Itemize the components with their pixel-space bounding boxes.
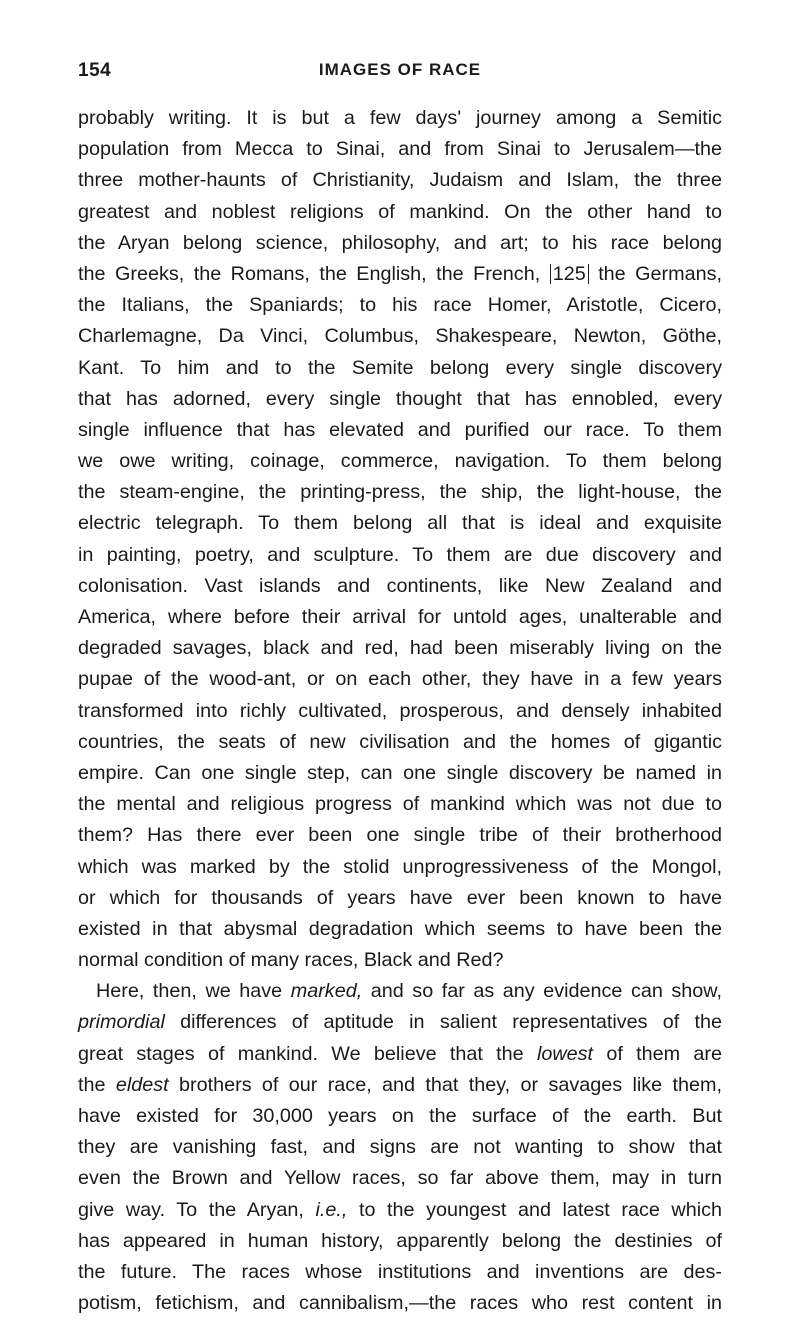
text-line: them? Has there ever been one single tribe of their brotherhood	[78, 824, 722, 847]
text-segment: great stages of mankind. We believe that the	[78, 1042, 524, 1065]
text-line: the Italians, the Spaniards; to his race Homer, Aristotle, Cicero,	[78, 294, 722, 317]
text-line: probably writing. It is but a few days' journey among a Semitic	[78, 107, 722, 129]
text-segment: the Germans,	[598, 262, 723, 285]
text-line: population from Mecca to Sinai, and from Sinai to Jerusalem—the	[78, 138, 722, 161]
text-line	[78, 1039, 722, 1070]
text-line: empire. Can one single step, can one single discovery be named in	[78, 761, 722, 784]
emphasis: eldest	[115, 1073, 169, 1096]
text-line: which was marked by the stolid unprogressiveness of the Mongol,	[78, 855, 722, 878]
text-line: that has adorned, every single thought that has ennobled, every	[78, 387, 722, 410]
text-segment: of them are	[606, 1042, 722, 1065]
text-line: Charlemagne, Da Vinci, Columbus, Shakespeare, Newton, Göthe,	[78, 325, 722, 348]
text-segment: give way. To the Aryan,	[78, 1198, 304, 1221]
text-line: Kant. To him and to the Semite belong every single discovery	[78, 356, 722, 379]
text-segment: differences of aptitude in salient representatives of the	[180, 1011, 722, 1034]
emphasis: i.e.,	[315, 1198, 348, 1221]
text-segment: the	[78, 1073, 106, 1096]
text-line: even the Brown and Yellow races, so far above them, may in turn	[78, 1167, 722, 1190]
text-line: they are vanishing fast, and signs are not wanting to show that	[78, 1136, 722, 1159]
text-line: have existed for 30,000 years on the surface of the earth. But	[78, 1105, 722, 1127]
text-line: potism, fetichism, and cannibalism,—the races who rest content in	[78, 1292, 722, 1315]
emphasis: marked,	[290, 980, 363, 1003]
text-segment: and so far as any evidence can show,	[370, 980, 722, 1003]
text-segment: the Greeks, the Romans, the English, the French,	[78, 262, 541, 285]
emphasis: lowest	[536, 1042, 594, 1065]
text-line: existed in that abysmal degradation which seems to have been the	[78, 917, 722, 940]
text-line	[78, 1007, 722, 1038]
text-line: single influence that has elevated and purified our race. To them	[78, 418, 722, 441]
text-line: pupae of the wood-ant, or on each other, they have in a few years	[78, 668, 722, 691]
page-number: 154	[78, 60, 112, 81]
text-segment: Here, then, we have	[96, 980, 283, 1003]
text-line: the Aryan belong science, philosophy, and art; to his race belong	[78, 231, 722, 254]
text-line: or which for thousands of years have ever been known to have	[78, 886, 722, 909]
text-line: electric telegraph. To them belong all that is ideal and exquisite	[78, 512, 722, 535]
text-line: countries, the seats of new civilisation and the homes of gigantic	[78, 730, 722, 753]
text-line: degraded savages, black and red, had been miserably living on the	[78, 637, 722, 660]
running-title: IMAGES OF RACE	[318, 60, 482, 79]
text-line: transformed into richly cultivated, prosperous, and densely inhabited	[78, 699, 722, 722]
text-line: greatest and noblest religions of mankind. On the other hand to	[78, 200, 722, 223]
text-line: the mental and religious progress of mankind which was not due to	[78, 793, 722, 816]
text-line: colonisation. Vast islands and continents, like New Zealand and	[78, 574, 722, 597]
text-line	[78, 976, 722, 1007]
text-line: three mother-haunts of Christianity, Judaism and Islam, the three	[78, 169, 722, 192]
emphasis: primordial	[78, 1011, 165, 1034]
text-line	[78, 1070, 722, 1101]
text-segment: brothers of our race, and that they, or savages like them,	[179, 1073, 722, 1096]
text-line: the future. The races whose institutions and inventions are des-	[78, 1260, 722, 1283]
text-line	[78, 1195, 722, 1226]
running-head	[78, 60, 722, 86]
text-line: we owe writing, coinage, commerce, navigation. To them belong	[78, 450, 722, 473]
page-marker: 125	[550, 264, 589, 284]
text-line: has appeared in human history, apparently belong the destinies of	[78, 1229, 722, 1252]
text-line: the steam-engine, the printing-press, the ship, the light-house, the	[78, 481, 722, 504]
text-line: in painting, poetry, and sculpture. To them are due discovery and	[78, 543, 722, 566]
text-line	[78, 259, 722, 290]
text-segment: to the youngest and latest race which	[358, 1198, 723, 1221]
text-line: America, where before their arrival for untold ages, unalterable and	[78, 606, 722, 628]
text-line: normal condition of many races, Black and Red?	[78, 949, 504, 972]
body-text	[78, 103, 722, 1319]
